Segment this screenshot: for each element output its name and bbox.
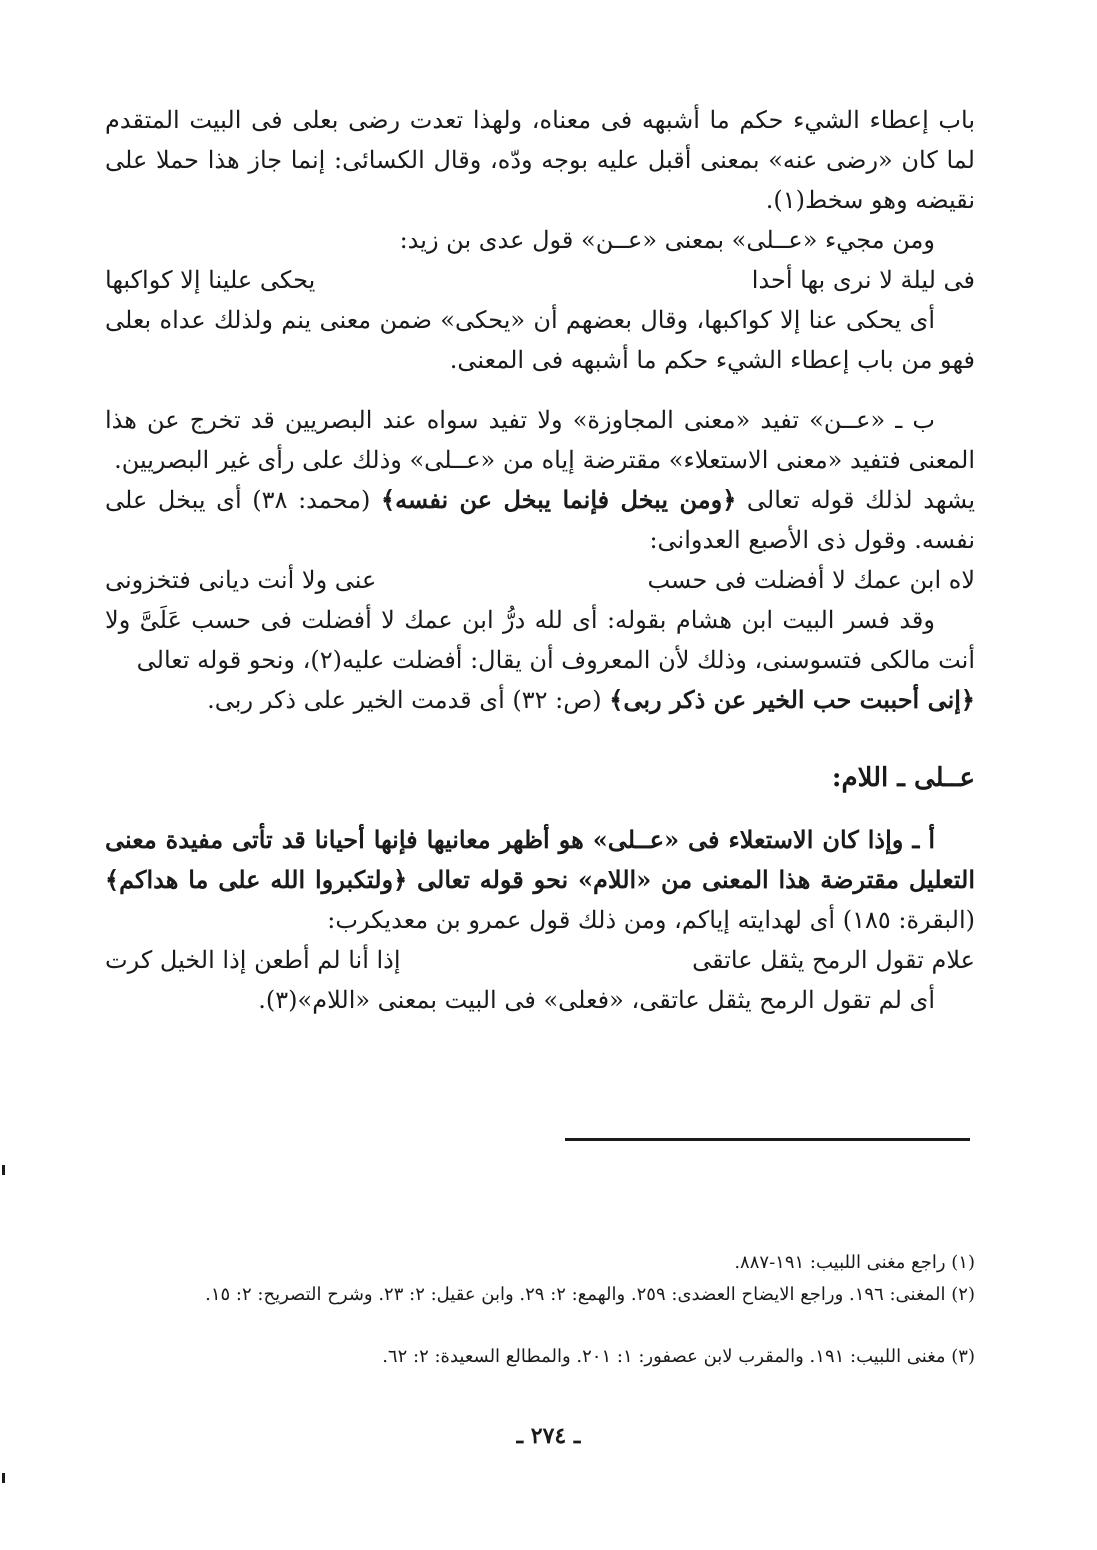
quran-quote: ﴿إنى أحببت حب الخير عن ذكر ربى﴾ (609, 685, 975, 714)
text-run: أ ـ وإذا كان الاستعلاء فى «عــلى» هو أظهر معانيها فإنها أحيانا قد تأتى مفيدة معنى التعليل مقترضة هذا المعنى من «اللام» نحو قوله تعالى (105, 825, 975, 894)
paragraph: ومن مجيء «عــلى» بمعنى «عــن» قول عدى بن زيد: (399, 226, 935, 254)
text-run: (البقرة: ١٨٥) أى لهدايته إياكم، ومن ذلك قول عمرو بن معديكرب: (327, 906, 975, 934)
paragraph (105, 680, 975, 720)
verse-line (105, 560, 975, 600)
paragraph: وقد فسر البيت ابن هشام بقوله: أى لله درُّ ابن عمك لا أفضلت فى حسب عَلَىَّ ولا أنت مالكى فتسوسنى، وذلك لأن المعروف أن يقال: أفضلت عليه(٢)، ونحو قوله تعالى (105, 606, 975, 674)
paragraph: باب إعطاء الشيء حكم ما أشبهه فى معناه، ولهذا تعدت رضى بعلى فى البيت المتقدم لما كان «رضى عنه» بمعنى أقبل عليه بوجه ودّه، وقال الكسائى: إنما جاز هذا حملا على نقيضه وهو سخط(١). (105, 106, 975, 214)
text-run: (ص: ٣٢) أى قدمت الخير على ذكر ربى. (207, 686, 610, 714)
quran-quote: ﴿ولتكبروا الله على ما هداكم﴾ (105, 865, 408, 894)
paragraph: أى لم تقول الرمح يثقل عاتقى، «فعلى» فى البيت بمعنى «اللام»(٣). (258, 986, 935, 1014)
verse-hemistich-left: عنى ولا أنت ديانى فتخزونى (105, 566, 377, 594)
main-text (105, 100, 975, 1020)
footnotes (105, 1247, 975, 1373)
quran-quote: ﴿ومن يبخل فإنما يبخل عن نفسه﴾ (381, 485, 737, 514)
verse-hemistich-right: لاه ابن عمك لا أفضلت فى حسب (647, 566, 975, 594)
verse-line (105, 260, 975, 300)
footnote: (٣) مغنى اللبيب: ١٩١. والمقرب لابن عصفور: ١: ٢٠١. والمطالع السعيدة: ٢: ٦٢. (382, 1346, 975, 1367)
paragraph: ب ـ «عــن» تفيد «معنى المجاوزة» ولا تفيد سواه عند البصريين قد تخرج عن هذا المعنى فتفيد «معنى الاستعلاء» مقترضة إياه من «عــلى» وذلك على رأى غير البصريين. (105, 406, 975, 474)
verse-hemistich-left: إذا أنا لم أطعن إذا الخيل كرت (105, 946, 401, 974)
section-heading: عــلى ـ اللام: (831, 763, 975, 793)
text-run: (محمد: ٣٨) أى يبخل على نفسه. وقول ذى الأصبع العدوانى: (105, 486, 975, 554)
page-number: ـ ٢٧٤ ـ (516, 1423, 581, 1449)
paragraph (105, 820, 975, 940)
footnote: (٢) المغنى: ١٩٦. وراجع الايضاح العضدى: ٢٥٩. والهمع: ٢: ٢٩. وابن عقيل: ٢: ٢٣. وشرح التصريح: ٢: ١٥. (205, 1284, 975, 1305)
verse-line (105, 940, 975, 980)
text-run: يشهد لذلك قوله تعالى (736, 486, 976, 514)
paragraph (105, 480, 975, 560)
scan-mark (2, 1473, 5, 1483)
scan-mark (2, 1165, 5, 1175)
paragraph: أى يحكى عنا إلا كواكبها، وقال بعضهم أن «يحكى» ضمن معنى ينم ولذلك عداه بعلى فهو من باب إعطاء الشيء حكم ما أشبهه فى المعنى. (105, 306, 975, 374)
footnote-separator (565, 1138, 970, 1141)
verse-hemistich-right: علام تقول الرمح يثقل عاتقى (692, 946, 975, 974)
footnote: (١) راجع مغنى اللبيب: ١٩١-٨٨٧. (734, 1252, 975, 1273)
verse-hemistich-left: يحكى علينا إلا كواكبها (105, 266, 316, 294)
verse-hemistich-right: فى ليلة لا نرى بها أحدا (751, 266, 975, 294)
